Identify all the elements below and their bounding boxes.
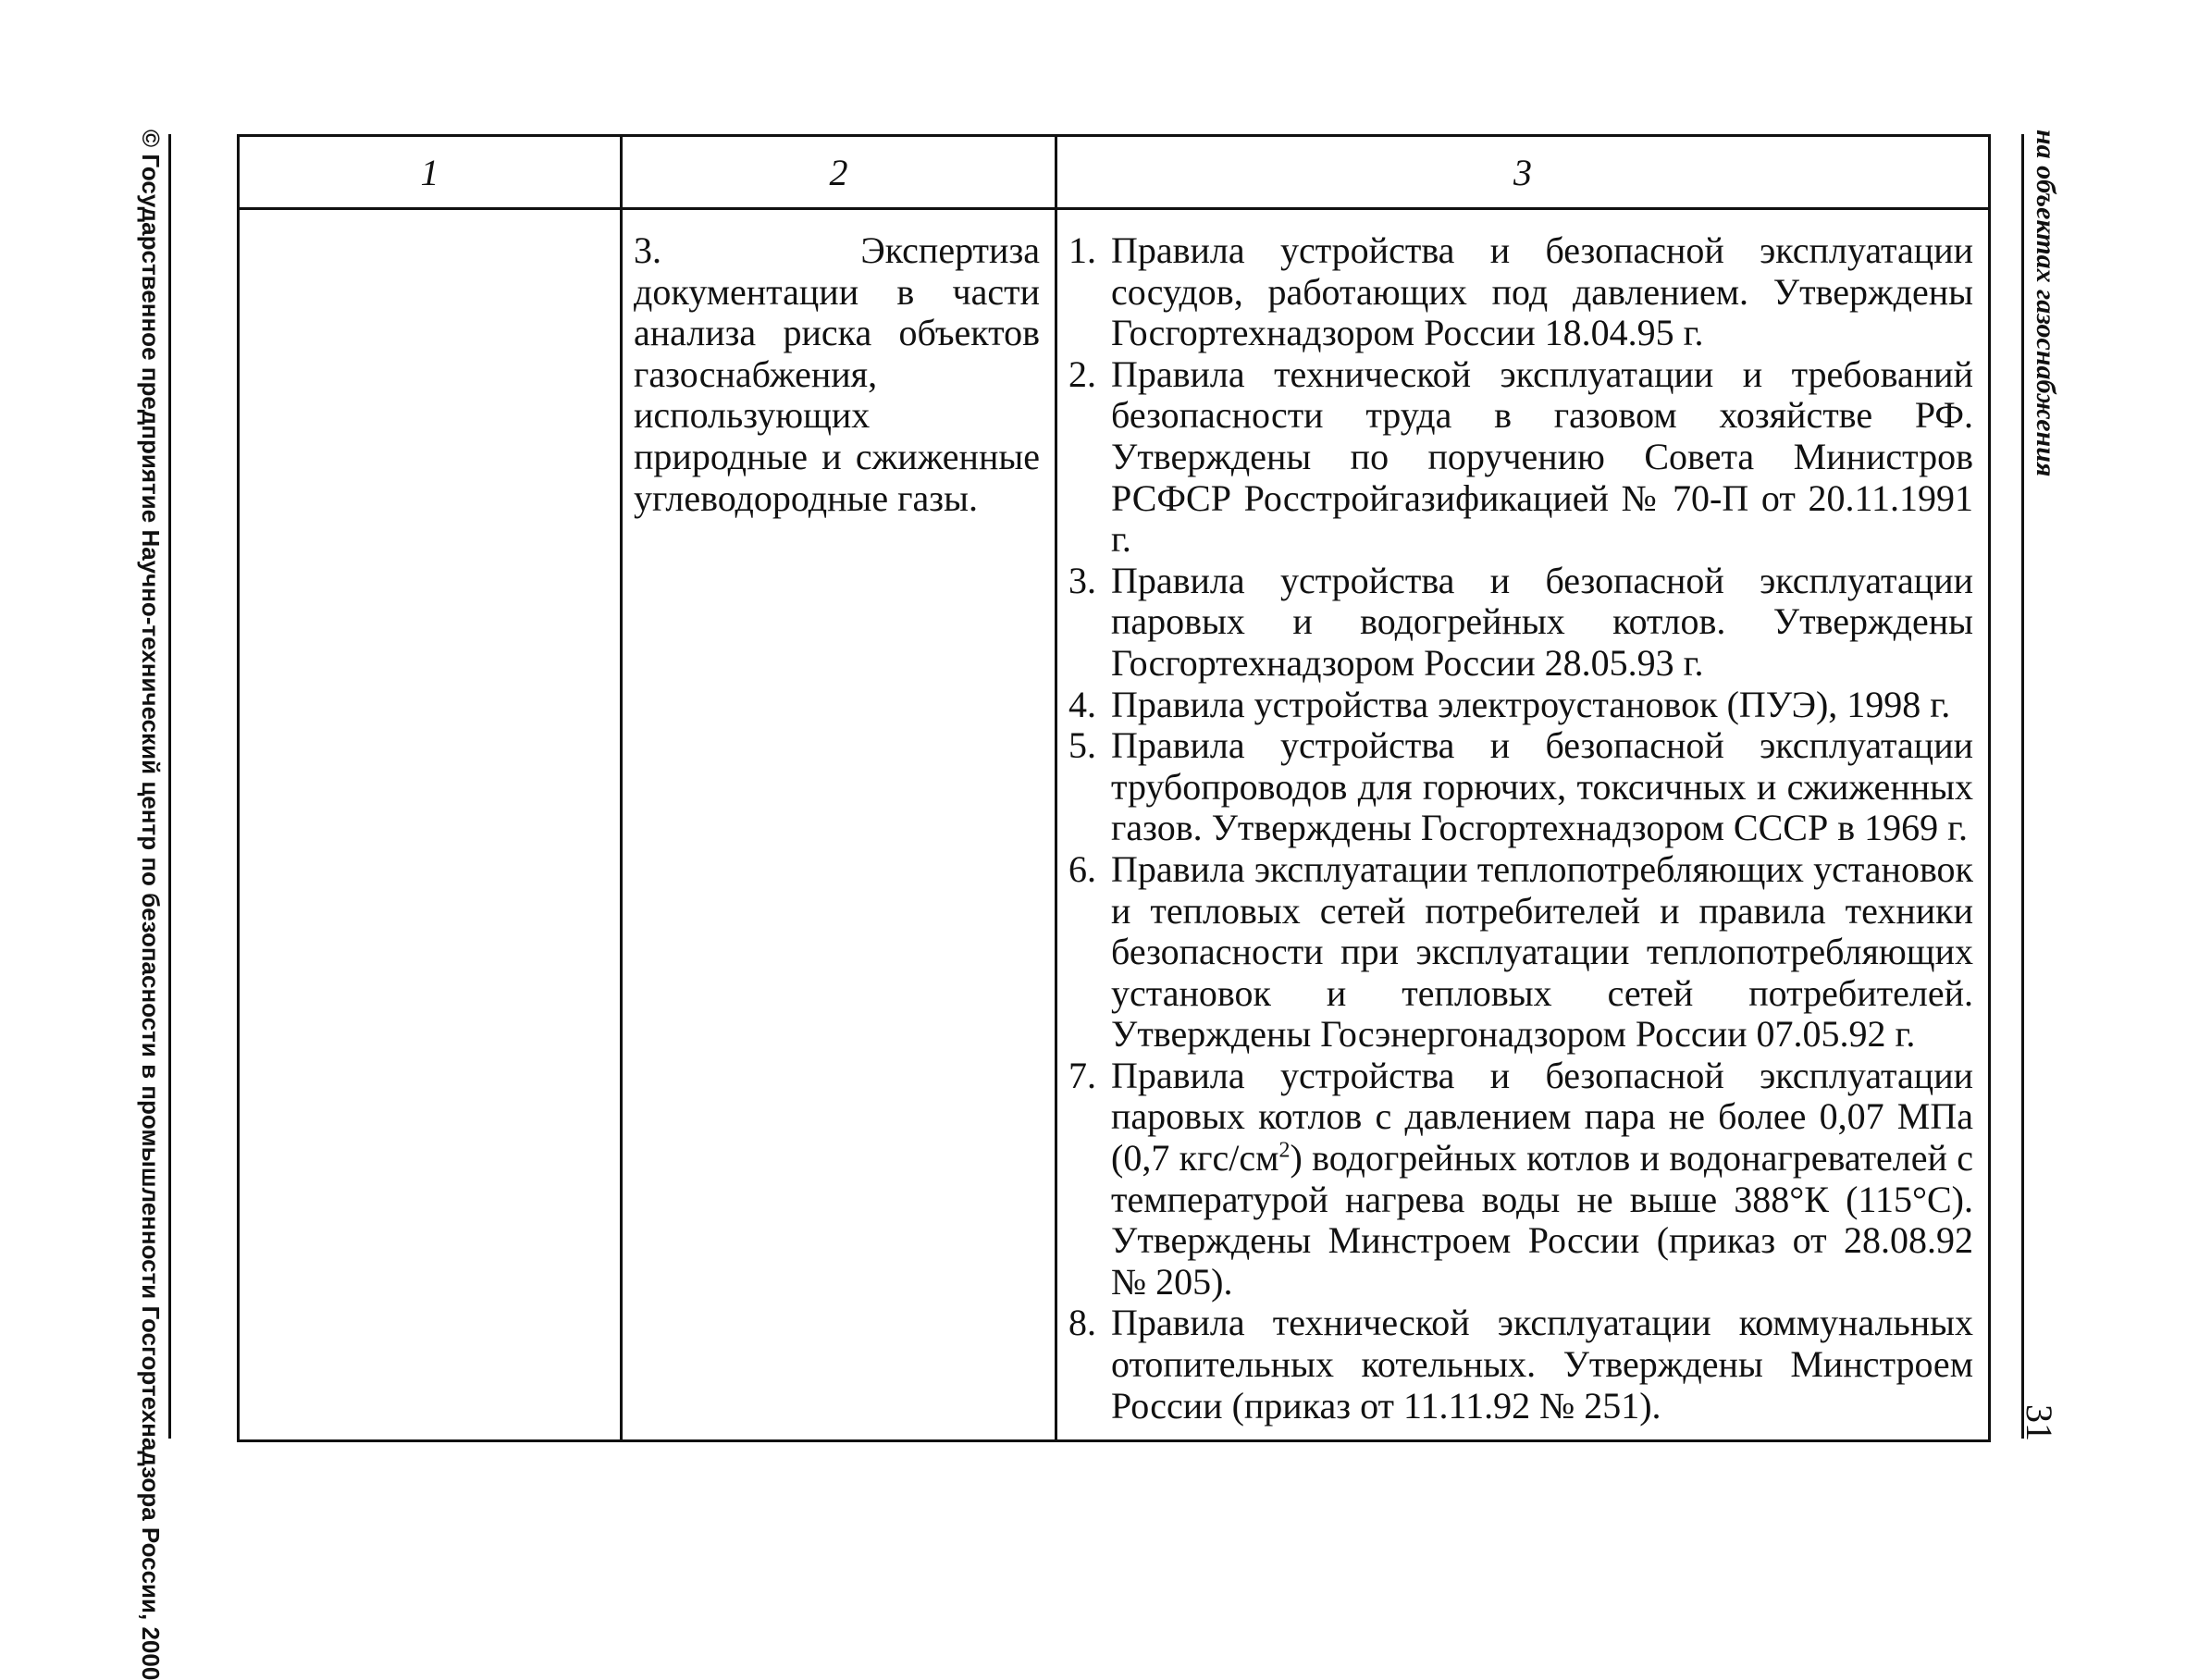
- list-item-text: Правила технической эксплуатации и требований безопасности труда в газовом хозяйстве РФ. Утверждены по поручению Совета Министров РСФСР Росстройгазификацией № 70-П от 20.11.1991 г.: [1111, 352, 1973, 561]
- list-item-number: 5.: [1068, 724, 1096, 767]
- page-number-block: [2019, 1404, 2098, 1460]
- list-item: [1068, 561, 1973, 685]
- list-item-number: 1.: [1068, 229, 1096, 271]
- list-item-text-part1: Правила устройства и безопасной эксплуатации паровых котлов с давлением пара не более 0,07 МПа (0,7 кгс/см: [1111, 1054, 1973, 1180]
- list-item-number: 2.: [1068, 352, 1096, 395]
- list-item-number: 7.: [1068, 1054, 1096, 1096]
- cell-col1: [239, 209, 622, 1441]
- column-header-2: 2: [622, 136, 1056, 209]
- running-title-block: [2031, 130, 2098, 500]
- list-item-text: Правила устройства электроустановок (ПУЭ), 1998 г.: [1111, 683, 1951, 725]
- list-item-number: 4.: [1068, 683, 1096, 725]
- running-title: на объектах газоснабжения: [2031, 130, 2061, 477]
- left-margin-caption: [137, 130, 202, 1680]
- list-item-text: Правила устройства и безопасной эксплуатации трубопроводов для горючих, токсичных и сжиженных газов. Утверждены Госгортехнадзором СССР в 1969 г.: [1111, 724, 1973, 849]
- right-margin-rule: [2021, 134, 2024, 1439]
- list-item: [1068, 230, 1973, 354]
- list-item-text: Правила устройства и безопасной эксплуатации паровых и водогрейных котлов. Утверждены Госгортехнадзором России 28.05.93 г.: [1111, 559, 1973, 684]
- regulations-list: [1068, 230, 1973, 1427]
- table-row: [239, 209, 1990, 1441]
- list-item: [1068, 849, 1973, 1056]
- list-item: [1068, 725, 1973, 849]
- page-number: 31: [2019, 1404, 2060, 1441]
- list-item-number: 6.: [1068, 847, 1096, 890]
- list-item: [1068, 685, 1973, 726]
- list-item-text: Правила технической эксплуатации коммунальных отопительных котельных. Утверждены Минстроем России (приказ от 11.11.92 № 251).: [1111, 1302, 1973, 1427]
- list-item-text: Правила устройства и безопасной эксплуатации сосудов, работающих под давлением. Утверждены Госгортехнадзором России 18.04.95 г.: [1111, 229, 1973, 354]
- list-item: [1068, 1303, 1973, 1427]
- document-table: [237, 134, 1991, 1442]
- superscript: 2: [1278, 1138, 1291, 1163]
- cell-col2: [622, 209, 1056, 1441]
- task-description: 3. Экспертиза документации в части анализа риска объектов газоснабжения, использующих природные и сжиженные углеводородные газы.: [634, 229, 1040, 519]
- column-header-1: 1: [239, 136, 622, 209]
- copyright-caption: © Государственное предприятие Научно-технический центр по безопасности в промышленности Госгортехнадзора России, 2000: [137, 130, 165, 1680]
- list-item-number: 8.: [1068, 1302, 1096, 1344]
- list-item-text: Правила эксплуатации теплопотребляющих установок и тепловых сетей потребителей и правила техники безопасности при эксплуатации теплопотребляющих установок и тепловых сетей потребителей. Утверждены Госэнергонадзором России 07.05.92 г.: [1111, 847, 1973, 1056]
- list-item: [1068, 1056, 1973, 1303]
- list-item-number: 3.: [1068, 559, 1096, 601]
- list-item-text-part2: ) водогрейных котлов и водонагревателей с температурой нагрева воды не выше 388°К (115°С). Утверждены Минстроем России (приказ от 28.08.92 № 205).: [1111, 1137, 1974, 1303]
- column-header-3: 3: [1056, 136, 1990, 209]
- table-header-row: [239, 136, 1990, 209]
- cell-col3: [1056, 209, 1990, 1441]
- list-item: [1068, 354, 1973, 561]
